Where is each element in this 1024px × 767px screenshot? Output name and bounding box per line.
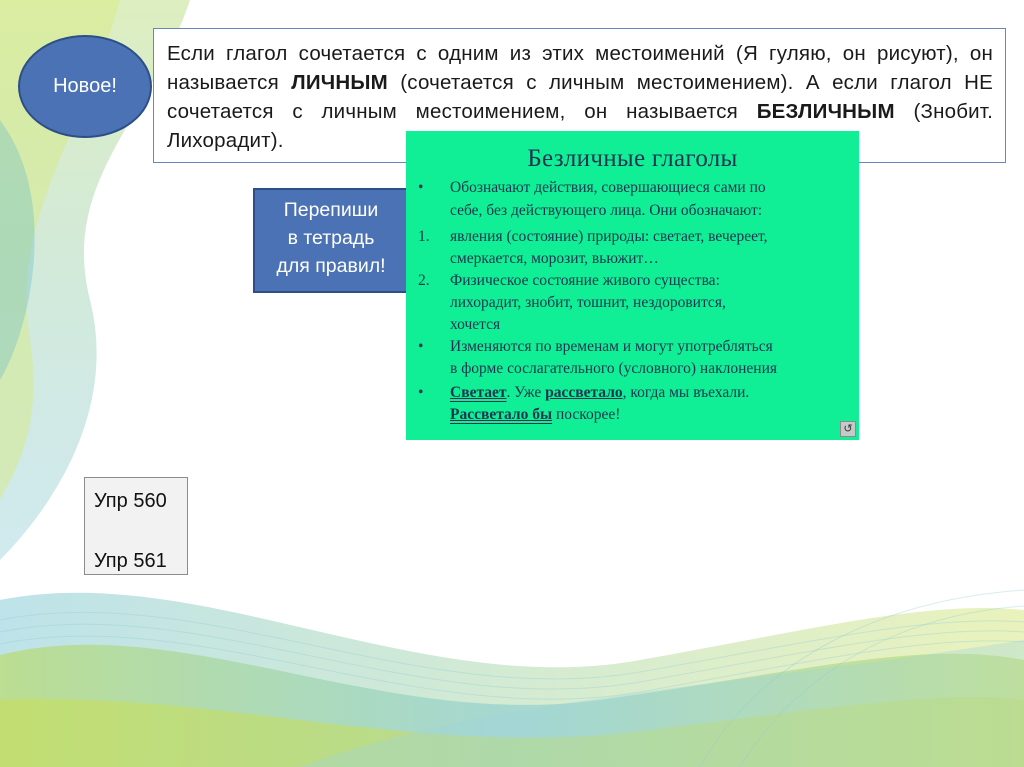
corner-curl-icon: ↺ <box>840 421 856 437</box>
copy-line: в тетрадь <box>287 227 375 249</box>
bullet-icon: • <box>418 338 424 355</box>
bullet-icon: • <box>418 384 424 401</box>
rule-term-personal: ЛИЧНЫМ <box>291 71 388 94</box>
rule-text-part1: Если глагол сочетается с одним из этих местоимений (Я гуляю, он рисуют), он называется <box>167 42 993 94</box>
item-1-marker: 1. <box>418 228 430 245</box>
rule-text-part3: (Знобит. Лихорадит). <box>167 100 993 152</box>
exercise-561: Упр 561 <box>94 550 167 572</box>
copy-line: для правил! <box>276 255 386 277</box>
new-badge <box>18 35 152 138</box>
copy-instruction-box <box>253 188 409 293</box>
example-word-svetaet: Светает <box>450 384 507 401</box>
example-word-rassvetalo-by: Рассветало бы <box>450 406 553 423</box>
bullet-icon: • <box>418 179 424 196</box>
rule-term-impersonal: БЕЗЛИЧНЫМ <box>756 100 895 123</box>
copy-line: Перепиши <box>283 199 379 221</box>
new-badge-label: Новое! <box>53 75 117 97</box>
example-word-rassvetalo: рассветало <box>545 384 623 401</box>
exercise-560: Упр 560 <box>94 490 167 512</box>
impersonal-verbs-slide: Безличные глаголы • Обозначают действия, совершающиеся сами по себе, без действующего лица. Они обозначают: 1. явления (состояние) природы: светает, вечереет, смеркается, морозит, вьюжит… 2. Физическое состояние живого существа: лихорадит, знобит, тошнит, нездоровится, хочется • Изменяются по временам и могут употребляться в форме сослагательного (условного) наклонения • Светает. Уже рассветало, когда мы въехали. Рассветало бы поскорее! ↺ <box>406 131 859 440</box>
rule-text-part2: (сочетается с личным местоимением). А если глагол НЕ сочетается с личным местоимением, он называется <box>167 71 993 123</box>
slide-title: Безличные глаголы <box>527 145 738 172</box>
exercises-box <box>84 477 188 575</box>
item-2-marker: 2. <box>418 272 430 289</box>
